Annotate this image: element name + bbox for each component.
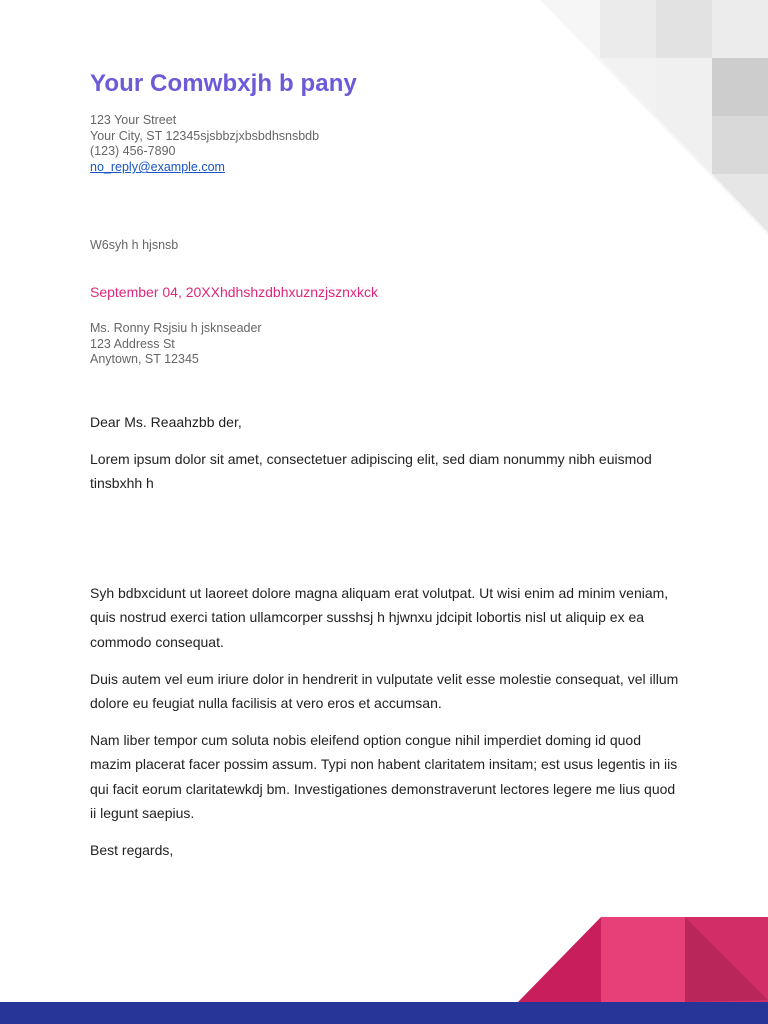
pink-light-block	[601, 917, 685, 1002]
body-paragraph: Syh bdbxcidunt ut laoreet dolore magna aliquam erat volutpat. Ut wisi enim ad minim veniam, quis nostrud exerci tation ullamcorper susshsj h hjwnxu jdcipit lobortis nisl ut aliquip ex ea commodo consequat.	[90, 585, 669, 650]
address-phone: (123) 456-7890	[90, 144, 176, 159]
sender-name: W6syh h hjsnsb	[90, 238, 179, 252]
letter-date: September 04, 20XXhdhshzdbhxuznzjsznxkck	[90, 284, 378, 300]
recipient-name: Ms. Ronny Rsjsiu h jsknseader	[90, 321, 262, 335]
company-name: Your Comwbxjh b pany	[90, 70, 357, 97]
footer-geometric-decoration	[0, 900, 768, 1024]
address-street: 123 Your Street	[90, 113, 177, 127]
body-paragraph: Lorem ipsum dolor sit amet, consectetuer adipiscing elit, sed diam nonummy nibh euismod tinsbxhh h	[90, 451, 652, 492]
body-paragraph: Nam liber tempor cum soluta nobis eleifend option congue nihil imperdiet doming id quod mazim placerat facer possim assum. Typi non habent claritatem insitam; est usus legentis in iis qui facit eorum claritatewkdj bm. Investigationes demonstraverunt lectores legere me lius quod ii legunt saepius.	[90, 732, 678, 821]
gray-tile	[712, 0, 768, 58]
address-city: Your City, ST 12345sjsbbzjxbsbdhsnsbdb	[90, 128, 320, 143]
gray-tile	[656, 0, 712, 58]
recipient-city: Anytown, ST 12345	[90, 352, 199, 367]
salutation: Dear Ms. Reaahzbb der,	[90, 414, 242, 430]
gray-tile	[656, 58, 712, 116]
gray-tile	[600, 0, 656, 58]
gray-tile	[712, 58, 768, 116]
body-paragraph: Duis autem vel eum iriure dolor in hendrerit in vulputate velit esse molestie consequat, vel illum dolore eu feugiat nulla facilisis at vero eros et accumsan.	[90, 671, 679, 712]
footer-bar	[0, 1002, 768, 1024]
recipient-street: 123 Address St	[90, 336, 175, 351]
recipient-address	[90, 321, 262, 368]
gray-tile	[712, 116, 768, 174]
company-address	[90, 113, 319, 176]
pink-dark-triangle	[518, 917, 601, 1002]
closing: Best regards,	[90, 842, 174, 858]
email-link[interactable]: no_reply@example.com	[90, 160, 225, 175]
